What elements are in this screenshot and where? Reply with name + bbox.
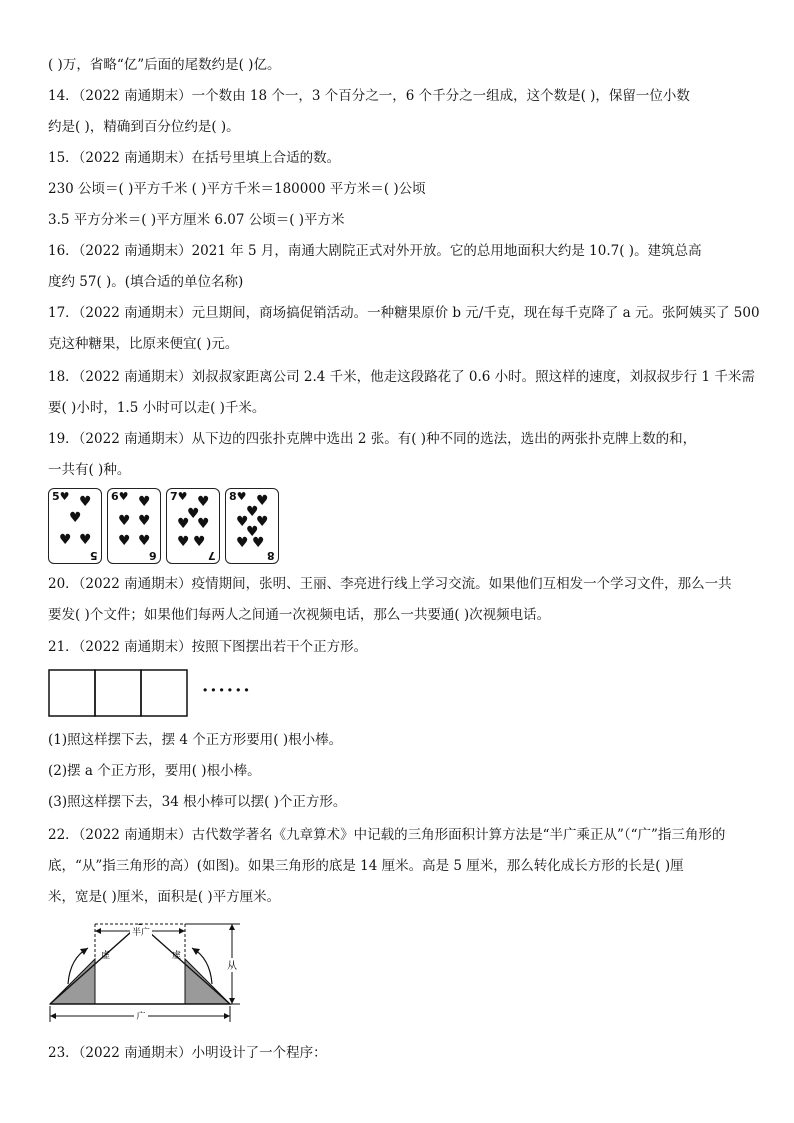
heart-pip-icon: ♥ xyxy=(256,514,269,530)
question-20-line-1: 20．（2022 南通期末）疫情期间，张明、王丽、李亮进行线上学习交流。如果他们互相发一个学习文件，那么一共 xyxy=(48,576,732,592)
arrow-head xyxy=(50,1013,56,1019)
question-21-part-3: (3)照这样摆下去，34 根小棒可以摆( )个正方形。 xyxy=(48,794,347,810)
question-17-line-1: 17．（2022 南通期末）元旦期间，商场搞促销活动。一种糖果原价 b 元/千克，现在每千克降了 a 元。张阿姨买了 500 xyxy=(48,305,760,321)
square-2 xyxy=(95,670,141,716)
heart-pip-icon: ♥ xyxy=(138,494,151,510)
squares-figure xyxy=(48,669,288,719)
question-21-title: 21．（2022 南通期末）按照下图摆出若干个正方形。 xyxy=(48,639,368,655)
left-virtual-label: 虚 xyxy=(101,951,111,961)
height-label: 从 xyxy=(227,961,237,972)
square-3 xyxy=(141,670,187,716)
question-21-part-2: (2)摆 a 个正方形，要用( )根小棒。 xyxy=(48,763,261,779)
arrow-head xyxy=(80,948,88,955)
card-rank: 6♥ xyxy=(111,490,129,503)
heart-pip-icon: ♥ xyxy=(246,504,259,520)
question-15-row-1: 230 公顷＝( )平方千米 ( )平方千米＝180000 平方米＝( )公顷 xyxy=(48,181,426,197)
heart-pip-icon: ♥ xyxy=(193,534,206,550)
heart-pip-icon: ♥ xyxy=(138,533,151,549)
question-14-line-2: 约是( )，精确到百分位约是( )。 xyxy=(48,119,240,135)
heart-pip-icon: ♥ xyxy=(256,493,269,509)
heart-pip-icon: ♥ xyxy=(187,506,200,522)
question-22-line-2: 底，“从”指三角形的高）(如图)。如果三角形的底是 14 厘米。高是 5 厘米，那么转化成长方形的长是( )厘 xyxy=(48,858,684,874)
arrow-head xyxy=(95,928,101,934)
right-virtual-label: 虚 xyxy=(172,951,182,961)
question-18-line-2: 要( )小时，1.5 小时可以走( )千米。 xyxy=(48,400,266,416)
question-16-line-2: 度约 57( )。(填合适的单位名称) xyxy=(48,274,244,290)
card-5-hearts xyxy=(48,488,102,564)
question-16-line-1: 16．（2022 南通期末）2021 年 5 月，南通大剧院正式对外开放。它的总用地面积大约是 10.7( )。建筑总高 xyxy=(48,243,702,259)
base-label: 广 xyxy=(136,1012,146,1022)
question-18-line-1: 18．（2022 南通期末）刘叔叔家距离公司 2.4 千米，他走这段路花了 0.6 小时。照这样的速度，刘叔叔步行 1 千米需 xyxy=(48,369,755,385)
question-19-line-2: 一共有( )种。 xyxy=(48,462,131,478)
question-15-title: 15．（2022 南通期末）在括号里填上合适的数。 xyxy=(48,150,341,166)
question-23-title: 23．（2022 南通期末）小明设计了一个程序： xyxy=(48,1045,327,1061)
card-rank-bottom: 7 xyxy=(208,549,216,562)
card-7-hearts xyxy=(166,488,220,564)
card-rank: 7♥ xyxy=(170,490,188,503)
heart-pip-icon: ♥ xyxy=(177,534,190,550)
heart-pip-icon: ♥ xyxy=(246,524,259,540)
arrow-head xyxy=(192,948,200,955)
card-rank: 8♥ xyxy=(229,490,247,503)
question-20-line-2: 要发( )个文件；如果他们每两人之间通一次视频电话，那么一共要通( )次视频电话。 xyxy=(48,607,551,623)
arrow-head xyxy=(229,924,235,930)
card-rank-bottom: 6 xyxy=(149,549,157,562)
square-1 xyxy=(49,670,95,716)
heart-pip-icon: ♥ xyxy=(138,513,151,529)
ellipsis-dots: ······ xyxy=(202,680,252,701)
heart-pip-icon: ♥ xyxy=(118,513,131,529)
heart-pip-icon: ♥ xyxy=(79,494,92,510)
question-22-line-1: 22．（2022 南通期末）古代数学著名《九章算术》中记载的三角形面积计算方法是“半广乘正从”（“广”指三角形的 xyxy=(48,827,726,843)
heart-pip-icon: ♥ xyxy=(79,532,92,548)
question-15-row-2: 3.5 平方分米＝( )平方厘米 6.07 公顷＝( )平方米 xyxy=(48,212,345,228)
question-13-tail: ( )万，省略“亿”后面的尾数约是( )亿。 xyxy=(48,57,281,73)
heart-pip-icon: ♥ xyxy=(197,494,210,510)
question-14-line-1: 14．（2022 南通期末）一个数由 18 个一，3 个百分之一，6 个千分之一组成，这个数是( )，保留一位小数 xyxy=(48,88,690,104)
heart-pip-icon: ♥ xyxy=(252,535,265,551)
card-rank-bottom: 5 xyxy=(90,549,98,562)
question-22-line-3: 米，宽是( )厘米，面积是( )平方厘米。 xyxy=(48,889,281,905)
question-21-part-1: (1)照这样摆下去，摆 4 个正方形要用( )根小棒。 xyxy=(48,732,343,748)
question-19-line-1: 19．（2022 南通期末）从下边的四张扑克牌中选出 2 张。有( )种不同的选法，选出的两张扑克牌上数的和， xyxy=(48,431,697,447)
card-6-hearts xyxy=(107,488,161,564)
question-17-line-2: 克这种糖果，比原来便宜( )元。 xyxy=(48,336,239,352)
arrow-head xyxy=(179,928,185,934)
heart-pip-icon: ♥ xyxy=(177,516,190,532)
card-rank-bottom: 8 xyxy=(267,549,275,562)
triangle-diagram xyxy=(44,918,254,1028)
heart-pip-icon: ♥ xyxy=(59,532,72,548)
card-8-hearts xyxy=(225,488,279,564)
heart-pip-icon: ♥ xyxy=(236,514,249,530)
heart-pip-icon: ♥ xyxy=(118,533,131,549)
card-rank: 5♥ xyxy=(52,490,70,503)
heart-pip-icon: ♥ xyxy=(197,516,210,532)
arrow-head xyxy=(224,1013,230,1019)
heart-pip-icon: ♥ xyxy=(69,510,82,526)
heart-pip-icon: ♥ xyxy=(236,535,249,551)
half-base-label: 半广 xyxy=(131,928,151,938)
